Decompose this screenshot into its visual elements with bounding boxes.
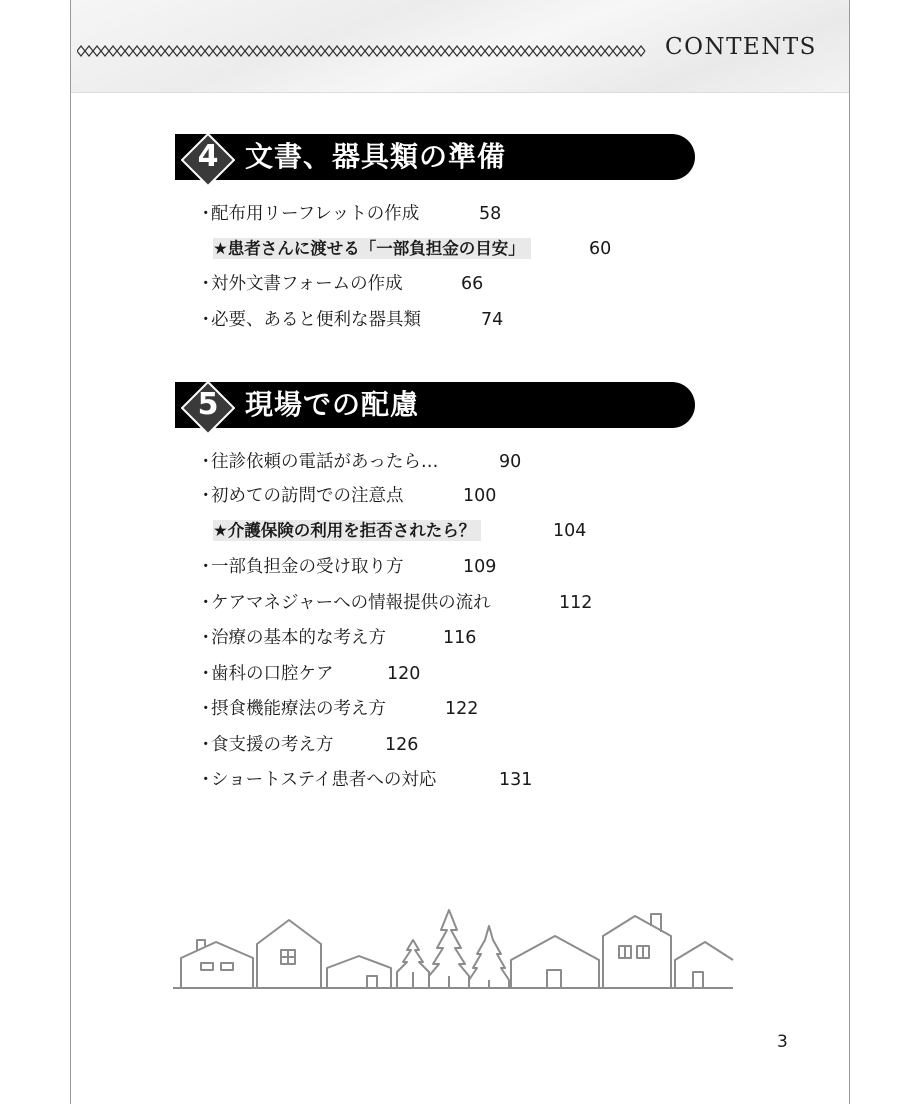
bullet: ・ — [197, 735, 215, 755]
toc-item-text: ショートステイ患者への対応 — [211, 770, 437, 790]
section-title: 現場での配慮 — [245, 388, 420, 421]
toc-item[interactable] — [197, 768, 533, 792]
toc-item[interactable] — [197, 733, 419, 757]
toc-page-number: 120 — [387, 664, 421, 684]
toc-page-number: 131 — [499, 770, 533, 790]
bullet: ・ — [197, 274, 215, 294]
toc-item[interactable] — [197, 308, 504, 332]
toc-item-text: 摂食機能療法の考え方 — [211, 699, 386, 719]
toc-page-number: 116 — [443, 628, 477, 648]
toc-item-text: 一部負担金の受け取り方 — [211, 557, 404, 577]
bullet: ・ — [197, 628, 215, 648]
toc-page-number: 109 — [463, 557, 497, 577]
page-number: 3 — [777, 1032, 788, 1052]
toc-special-item[interactable] — [213, 519, 587, 543]
contents-label: CONTENTS — [665, 34, 817, 60]
toc-item-text: ケアマネジャーへの情報提供の流れ — [211, 593, 491, 613]
toc-page-number: 74 — [481, 310, 504, 330]
toc-page-number: 112 — [559, 593, 593, 613]
header-band — [71, 0, 849, 93]
toc-page-number: 66 — [461, 274, 484, 294]
toc-page-number: 58 — [479, 204, 502, 224]
toc-page-number: 100 — [463, 486, 497, 506]
toc-page-number: 60 — [589, 239, 612, 259]
section-header-5 — [175, 378, 697, 428]
section-title: 文書、器具類の準備 — [245, 140, 507, 173]
toc-special-item[interactable] — [213, 237, 612, 261]
toc-page-number: 104 — [553, 521, 587, 541]
bullet: ・ — [197, 452, 215, 472]
bullet: ・ — [197, 557, 215, 577]
toc-item-text: ★介護保険の利用を拒否されたら？ — [213, 520, 481, 541]
section-number: 5 — [197, 387, 219, 422]
town-illustration — [171, 900, 741, 1000]
diamond-chain-ornament — [77, 44, 652, 58]
toc-page-number: 126 — [385, 735, 419, 755]
bullet: ・ — [197, 699, 215, 719]
toc-item-text: 往診依頼の電話があったら… — [211, 452, 439, 472]
toc-item-text: 歯科の口腔ケア — [211, 664, 334, 684]
toc-page-number: 122 — [445, 699, 479, 719]
toc-item[interactable] — [197, 697, 479, 721]
book-page — [70, 0, 850, 1104]
bullet: ・ — [197, 204, 215, 224]
toc-item-text: 必要、あると便利な器具類 — [211, 310, 421, 330]
bullet: ・ — [197, 593, 215, 613]
toc-item[interactable] — [197, 202, 502, 226]
toc-item[interactable] — [197, 591, 593, 615]
toc-page-number: 90 — [499, 452, 522, 472]
toc-item[interactable] — [197, 450, 522, 474]
toc-item[interactable] — [197, 662, 421, 686]
bullet: ・ — [197, 310, 215, 330]
toc-item-text: 食支援の考え方 — [211, 735, 334, 755]
toc-item[interactable] — [197, 272, 484, 296]
toc-item-text: 初めての訪問での注意点 — [211, 486, 404, 506]
toc-item-text: 対外文書フォームの作成 — [211, 274, 403, 294]
toc-item[interactable] — [197, 484, 497, 508]
section-number: 4 — [197, 139, 219, 174]
bullet: ・ — [197, 486, 215, 506]
toc-item-text: 配布用リーフレットの作成 — [211, 204, 420, 224]
toc-item-text: ★患者さんに渡せる「一部負担金の目安」 — [213, 238, 531, 259]
bullet: ・ — [197, 664, 215, 684]
section-header-4 — [175, 130, 697, 180]
bullet: ・ — [197, 770, 215, 790]
toc-item[interactable] — [197, 555, 497, 579]
toc-item[interactable] — [197, 626, 477, 650]
toc-item-text: 治療の基本的な考え方 — [211, 628, 386, 648]
